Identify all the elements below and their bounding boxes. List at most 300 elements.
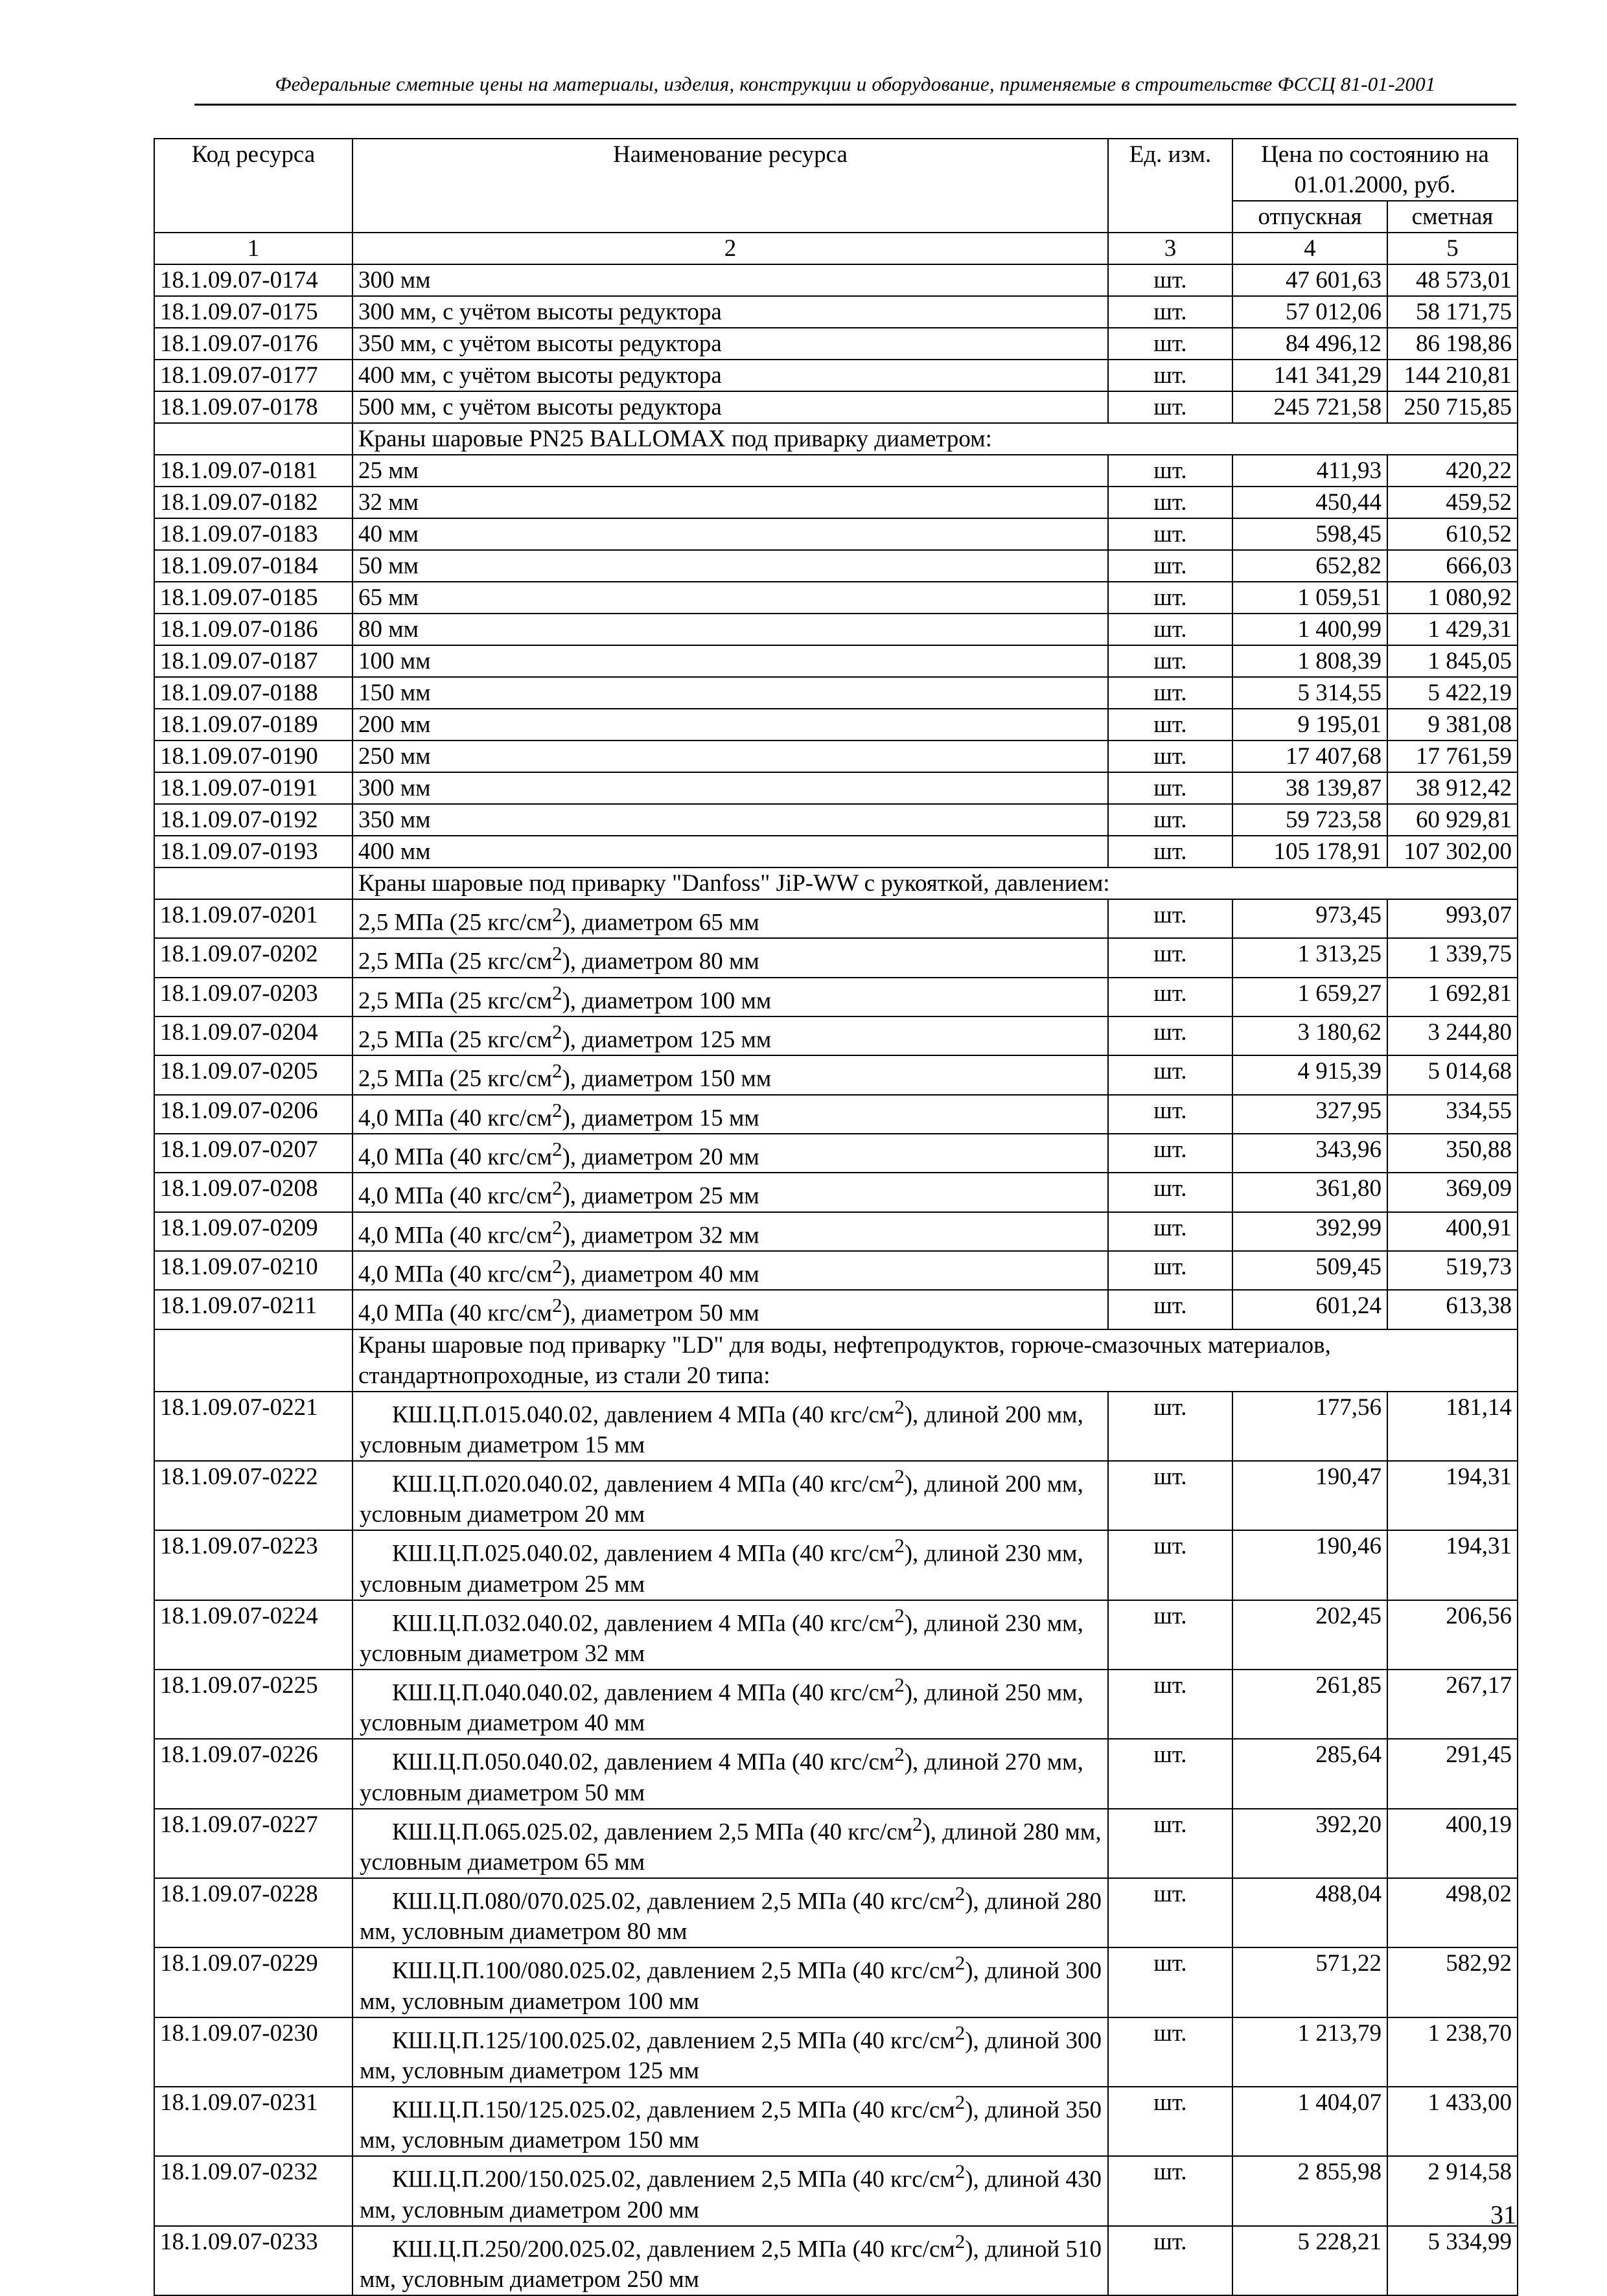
name-text: 4,0 МПа (40 кгс/см (358, 1182, 553, 1210)
estimate-price: 206,56 (1387, 1600, 1518, 1670)
name-text: КШ.Ц.П.150/125.025.02, давлением 2,5 МПа (40 кгс/см (392, 2096, 955, 2124)
table-row (154, 1600, 1518, 1670)
table-row (154, 1173, 1518, 1211)
estimate-price: 194,31 (1387, 1461, 1518, 1530)
estimate-price: 267,17 (1387, 1670, 1518, 1739)
resource-name (353, 1739, 1108, 1808)
resource-name: 50 мм (353, 550, 1108, 582)
resource-name (353, 1947, 1108, 2017)
resource-code: 18.1.09.07-0193 (154, 836, 353, 867)
resource-name (353, 1251, 1108, 1290)
estimate-price: 38 912,42 (1387, 772, 1518, 804)
name-superscript: 2 (552, 1294, 562, 1317)
estimate-price: 1 339,75 (1387, 938, 1518, 977)
name-text: 4,0 МПа (40 кгс/см (358, 1104, 553, 1131)
unit-of-measure: шт. (1108, 2087, 1232, 2156)
name-text: ), длиной 510 мм, условным диаметром 250 мм (360, 2235, 1102, 2293)
resource-code: 18.1.09.07-0176 (154, 328, 353, 360)
resource-code: 18.1.09.07-0233 (154, 2226, 353, 2295)
header-code: Код ресурса (154, 139, 353, 233)
estimate-price: 48 573,01 (1387, 264, 1518, 296)
name-text: КШ.Ц.П.125/100.025.02, давлением 2,5 МПа (40 кгс/см (392, 2026, 955, 2054)
estimate-price: 60 929,81 (1387, 804, 1518, 836)
name-text: ), длиной 250 мм, условным диаметром 40 мм (360, 1679, 1083, 1737)
name-text: ), длиной 280 мм, условным диаметром 65 мм (360, 1818, 1102, 1876)
name-text: КШ.Ц.П.050.040.02, давлением 4 МПа (40 кгс/см (392, 1749, 895, 1776)
resource-code: 18.1.09.07-0208 (154, 1173, 353, 1211)
resource-name (353, 2226, 1108, 2295)
name-text: ), длиной 300 мм, условным диаметром 125 мм (360, 2026, 1102, 2084)
price-table (154, 138, 1518, 2296)
unit-of-measure: шт. (1108, 1878, 1232, 1947)
name-superscript: 2 (552, 1060, 562, 1083)
release-price: 245 721,58 (1232, 391, 1387, 423)
resource-code: 18.1.09.07-0182 (154, 487, 353, 518)
name-text: ), длиной 270 мм, условным диаметром 50 мм (360, 1749, 1083, 1806)
release-price: 285,64 (1232, 1739, 1387, 1808)
name-text: КШ.Ц.П.080/070.025.02, давлением 2,5 МПа (40 кгс/см (392, 1888, 955, 1915)
name-text: 2,5 МПа (25 кгс/см (358, 948, 553, 975)
unit-of-measure: шт. (1108, 1739, 1232, 1808)
resource-code: 18.1.09.07-0222 (154, 1461, 353, 1530)
resource-code: 18.1.09.07-0204 (154, 1016, 353, 1055)
resource-code: 18.1.09.07-0183 (154, 518, 353, 550)
name-text: КШ.Ц.П.025.040.02, давлением 4 МПа (40 кгс/см (392, 1540, 895, 1567)
unit-of-measure: шт. (1108, 1461, 1232, 1530)
unit-of-measure: шт. (1108, 1251, 1232, 1290)
name-text: КШ.Ц.П.040.040.02, давлением 4 МПа (40 кгс/см (392, 1679, 895, 1706)
resource-code: 18.1.09.07-0202 (154, 938, 353, 977)
name-superscript: 2 (912, 1813, 923, 1835)
resource-code: 18.1.09.07-0223 (154, 1530, 353, 1600)
unit-of-measure: шт. (1108, 2226, 1232, 2295)
name-text: ), длиной 230 мм, условным диаметром 25 мм (360, 1540, 1083, 1598)
name-superscript: 2 (552, 1216, 562, 1239)
header-name: Наименование ресурса (353, 139, 1108, 233)
unit-of-measure: шт. (1108, 1530, 1232, 1600)
name-superscript: 2 (894, 1395, 905, 1418)
release-price: 84 496,12 (1232, 328, 1387, 360)
estimate-price: 5 334,99 (1387, 2226, 1518, 2295)
unit-of-measure: шт. (1108, 391, 1232, 423)
table-row (154, 772, 1518, 804)
unit-of-measure: шт. (1108, 264, 1232, 296)
name-superscript: 2 (552, 943, 562, 965)
resource-name (353, 1600, 1108, 1670)
group-title: Краны шаровые PN25 BALLOMAX под приварку диаметром: (353, 423, 1518, 455)
resource-name: 40 мм (353, 518, 1108, 550)
release-price: 202,45 (1232, 1600, 1387, 1670)
resource-name: 400 мм (353, 836, 1108, 867)
name-superscript: 2 (894, 1743, 905, 1766)
estimate-price: 582,92 (1387, 1947, 1518, 2017)
resource-code: 18.1.09.07-0207 (154, 1134, 353, 1173)
table-row (154, 391, 1518, 423)
release-price: 141 341,29 (1232, 360, 1387, 391)
name-text: 4,0 МПа (40 кгс/см (358, 1261, 553, 1288)
resource-name: 400 мм, с учётом высоты редуктора (353, 360, 1108, 391)
resource-name: 300 мм (353, 264, 1108, 296)
resource-name (353, 1878, 1108, 1947)
resource-name: 65 мм (353, 582, 1108, 614)
unit-of-measure: шт. (1108, 772, 1232, 804)
release-price: 598,45 (1232, 518, 1387, 550)
name-superscript: 2 (552, 1020, 562, 1043)
name-text: 2,5 МПа (25 кгс/см (358, 1026, 553, 1053)
table-row (154, 709, 1518, 740)
table-row (154, 296, 1518, 328)
resource-name: 300 мм (353, 772, 1108, 804)
resource-code: 18.1.09.07-0210 (154, 1251, 353, 1290)
resource-name (353, 1392, 1108, 1461)
table-row (154, 1670, 1518, 1739)
name-superscript: 2 (954, 1952, 965, 1975)
name-text: ), диаметром 65 мм (562, 909, 759, 936)
release-price: 3 180,62 (1232, 1016, 1387, 1055)
estimate-price: 350,88 (1387, 1134, 1518, 1173)
unit-of-measure: шт. (1108, 677, 1232, 709)
table-row (154, 1392, 1518, 1461)
release-price: 47 601,63 (1232, 264, 1387, 296)
estimate-price: 334,55 (1387, 1095, 1518, 1134)
table-row (154, 518, 1518, 550)
resource-code: 18.1.09.07-0191 (154, 772, 353, 804)
table-row (154, 550, 1518, 582)
resource-code: 18.1.09.07-0205 (154, 1055, 353, 1094)
table-row (154, 1461, 1518, 1530)
resource-name (353, 1461, 1108, 1530)
resource-code: 18.1.09.07-0228 (154, 1878, 353, 1947)
resource-name (353, 1212, 1108, 1251)
table-row (154, 1016, 1518, 1055)
release-price: 190,47 (1232, 1461, 1387, 1530)
name-text: КШ.Ц.П.032.040.02, давлением 4 МПа (40 кгс/см (392, 1609, 895, 1636)
column-number: 2 (353, 233, 1108, 264)
estimate-price: 194,31 (1387, 1530, 1518, 1600)
table-row (154, 677, 1518, 709)
release-price: 343,96 (1232, 1134, 1387, 1173)
release-price: 450,44 (1232, 487, 1387, 518)
table-row (154, 1055, 1518, 1094)
estimate-price: 3 244,80 (1387, 1016, 1518, 1055)
unit-of-measure: шт. (1108, 614, 1232, 645)
name-superscript: 2 (552, 1255, 562, 1278)
estimate-price: 1 433,00 (1387, 2087, 1518, 2156)
estimate-price: 613,38 (1387, 1290, 1518, 1329)
estimate-price: 17 761,59 (1387, 740, 1518, 772)
table-row (154, 1809, 1518, 1878)
name-text: ), диаметром 125 мм (562, 1026, 772, 1053)
resource-name (353, 1530, 1108, 1600)
table-row (154, 2017, 1518, 2087)
resource-code: 18.1.09.07-0178 (154, 391, 353, 423)
estimate-price: 420,22 (1387, 455, 1518, 487)
table-row (154, 2156, 1518, 2225)
group-row (154, 423, 1518, 455)
name-text: 2,5 МПа (25 кгс/см (358, 1065, 553, 1092)
estimate-price: 1 080,92 (1387, 582, 1518, 614)
empty-cell (154, 1329, 353, 1392)
release-price: 1 059,51 (1232, 582, 1387, 614)
resource-name (353, 2017, 1108, 2087)
release-price: 1 213,79 (1232, 2017, 1387, 2087)
resource-code: 18.1.09.07-0184 (154, 550, 353, 582)
estimate-price: 58 171,75 (1387, 296, 1518, 328)
resource-name (353, 1095, 1108, 1134)
table-row (154, 978, 1518, 1016)
estimate-price: 181,14 (1387, 1392, 1518, 1461)
name-text: ), диаметром 150 мм (562, 1065, 772, 1092)
table-row (154, 582, 1518, 614)
estimate-price: 610,52 (1387, 518, 1518, 550)
resource-code: 18.1.09.07-0175 (154, 296, 353, 328)
table-row (154, 1530, 1518, 1600)
estimate-price: 400,19 (1387, 1809, 1518, 1878)
name-text: КШ.Ц.П.020.040.02, давлением 4 МПа (40 кгс/см (392, 1471, 895, 1498)
table-row (154, 455, 1518, 487)
estimate-price: 5 422,19 (1387, 677, 1518, 709)
resource-code: 18.1.09.07-0229 (154, 1947, 353, 2017)
name-text: ), диаметром 50 мм (562, 1300, 759, 1327)
name-superscript: 2 (894, 1465, 905, 1487)
estimate-price: 519,73 (1387, 1251, 1518, 1290)
name-superscript: 2 (954, 2230, 965, 2253)
unit-of-measure: шт. (1108, 1600, 1232, 1670)
resource-name: 32 мм (353, 487, 1108, 518)
name-text: КШ.Ц.П.100/080.025.02, давлением 2,5 МПа (40 кгс/см (392, 1957, 955, 1984)
release-price: 59 723,58 (1232, 804, 1387, 836)
table-row (154, 1947, 1518, 2017)
price-table-body (154, 139, 1518, 2295)
unit-of-measure: шт. (1108, 550, 1232, 582)
unit-of-measure: шт. (1108, 1016, 1232, 1055)
resource-code: 18.1.09.07-0177 (154, 360, 353, 391)
name-text: ), диаметром 20 мм (562, 1143, 759, 1171)
empty-cell (154, 867, 353, 899)
resource-name: 200 мм (353, 709, 1108, 740)
resource-name: 350 мм (353, 804, 1108, 836)
empty-cell (154, 423, 353, 455)
table-row (154, 899, 1518, 938)
unit-of-measure: шт. (1108, 1055, 1232, 1094)
table-row (154, 614, 1518, 645)
resource-code: 18.1.09.07-0192 (154, 804, 353, 836)
resource-name (353, 978, 1108, 1016)
resource-name: 150 мм (353, 677, 1108, 709)
resource-code: 18.1.09.07-0230 (154, 2017, 353, 2087)
resource-name (353, 938, 1108, 977)
resource-name: 300 мм, с учётом высоты редуктора (353, 296, 1108, 328)
table-row (154, 938, 1518, 977)
estimate-price: 9 381,08 (1387, 709, 1518, 740)
release-price: 1 313,25 (1232, 938, 1387, 977)
resource-name: 250 мм (353, 740, 1108, 772)
resource-code: 18.1.09.07-0227 (154, 1809, 353, 1878)
table-row (154, 836, 1518, 867)
name-superscript: 2 (552, 1099, 562, 1121)
table-row (154, 1739, 1518, 1808)
resource-code: 18.1.09.07-0206 (154, 1095, 353, 1134)
unit-of-measure: шт. (1108, 938, 1232, 977)
release-price: 411,93 (1232, 455, 1387, 487)
unit-of-measure: шт. (1108, 836, 1232, 867)
release-price: 2 855,98 (1232, 2156, 1387, 2225)
estimate-price: 1 692,81 (1387, 978, 1518, 1016)
unit-of-measure: шт. (1108, 1095, 1232, 1134)
resource-code: 18.1.09.07-0209 (154, 1212, 353, 1251)
release-price: 392,99 (1232, 1212, 1387, 1251)
unit-of-measure: шт. (1108, 740, 1232, 772)
table-row (154, 360, 1518, 391)
resource-name (353, 2087, 1108, 2156)
release-price: 105 178,91 (1232, 836, 1387, 867)
resource-code: 18.1.09.07-0211 (154, 1290, 353, 1329)
name-superscript: 2 (552, 1177, 562, 1200)
group-row (154, 867, 1518, 899)
name-text: КШ.Ц.П.200/150.025.02, давлением 2,5 МПа (40 кгс/см (392, 2166, 955, 2193)
column-number: 4 (1232, 233, 1387, 264)
resource-name: 80 мм (353, 614, 1108, 645)
release-price: 601,24 (1232, 1290, 1387, 1329)
release-price: 5 228,21 (1232, 2226, 1387, 2295)
unit-of-measure: шт. (1108, 899, 1232, 938)
resource-code: 18.1.09.07-0174 (154, 264, 353, 296)
name-superscript: 2 (954, 2161, 965, 2183)
release-price: 57 012,06 (1232, 296, 1387, 328)
estimate-price: 1 845,05 (1387, 645, 1518, 677)
unit-of-measure: шт. (1108, 1290, 1232, 1329)
resource-code: 18.1.09.07-0187 (154, 645, 353, 677)
group-row (154, 1329, 1518, 1392)
resource-name (353, 1134, 1108, 1173)
name-superscript: 2 (954, 2091, 965, 2113)
release-price: 5 314,55 (1232, 677, 1387, 709)
unit-of-measure: шт. (1108, 645, 1232, 677)
name-text: ), длиной 200 мм, условным диаметром 15 мм (360, 1401, 1083, 1458)
name-text: ), длиной 200 мм, условным диаметром 20 мм (360, 1471, 1083, 1528)
name-superscript: 2 (552, 1138, 562, 1160)
resource-name: 25 мм (353, 455, 1108, 487)
column-number: 1 (154, 233, 353, 264)
resource-name (353, 1290, 1108, 1329)
name-text: ), диаметром 100 мм (562, 987, 772, 1014)
estimate-price: 459,52 (1387, 487, 1518, 518)
name-superscript: 2 (552, 982, 562, 1004)
estimate-price: 369,09 (1387, 1173, 1518, 1211)
resource-code: 18.1.09.07-0221 (154, 1392, 353, 1461)
name-text: ), длиной 350 мм, условным диаметром 150 мм (360, 2096, 1102, 2154)
name-superscript: 2 (552, 904, 562, 926)
resource-name (353, 899, 1108, 938)
resource-name: 100 мм (353, 645, 1108, 677)
table-row (154, 1290, 1518, 1329)
estimate-price: 250 715,85 (1387, 391, 1518, 423)
name-text: ), длиной 300 мм, условным диаметром 100 мм (360, 1957, 1102, 2015)
name-superscript: 2 (894, 1604, 905, 1627)
table-row (154, 740, 1518, 772)
table-row (154, 1212, 1518, 1251)
release-price: 4 915,39 (1232, 1055, 1387, 1094)
name-text: ), диаметром 15 мм (562, 1104, 759, 1131)
unit-of-measure: шт. (1108, 360, 1232, 391)
resource-code: 18.1.09.07-0190 (154, 740, 353, 772)
table-row (154, 2226, 1518, 2295)
release-price: 17 407,68 (1232, 740, 1387, 772)
resource-code: 18.1.09.07-0181 (154, 455, 353, 487)
group-title: Краны шаровые под приварку "Danfoss" JiP-WW с рукояткой, давлением: (353, 867, 1518, 899)
resource-code: 18.1.09.07-0201 (154, 899, 353, 938)
name-text: ), диаметром 40 мм (562, 1261, 759, 1288)
unit-of-measure: шт. (1108, 1392, 1232, 1461)
name-text: КШ.Ц.П.015.040.02, давлением 4 МПа (40 кгс/см (392, 1401, 895, 1428)
resource-code: 18.1.09.07-0185 (154, 582, 353, 614)
table-row (154, 2087, 1518, 2156)
table-row (154, 1134, 1518, 1173)
name-superscript: 2 (894, 1535, 905, 1557)
resource-name (353, 1809, 1108, 1878)
unit-of-measure: шт. (1108, 1809, 1232, 1878)
resource-code: 18.1.09.07-0186 (154, 614, 353, 645)
table-row (154, 328, 1518, 360)
unit-of-measure: шт. (1108, 582, 1232, 614)
unit-of-measure: шт. (1108, 296, 1232, 328)
unit-of-measure: шт. (1108, 455, 1232, 487)
estimate-price: 498,02 (1387, 1878, 1518, 1947)
release-price: 327,95 (1232, 1095, 1387, 1134)
unit-of-measure: шт. (1108, 1173, 1232, 1211)
unit-of-measure: шт. (1108, 1134, 1232, 1173)
release-price: 1 808,39 (1232, 645, 1387, 677)
estimate-price: 107 302,00 (1387, 836, 1518, 867)
unit-of-measure: шт. (1108, 1670, 1232, 1739)
resource-code: 18.1.09.07-0232 (154, 2156, 353, 2225)
release-price: 1 404,07 (1232, 2087, 1387, 2156)
header-price-group: Цена по состоянию на 01.01.2000, руб. (1232, 139, 1518, 201)
estimate-price: 400,91 (1387, 1212, 1518, 1251)
estimate-price: 2 914,58 (1387, 2156, 1518, 2225)
resource-code: 18.1.09.07-0188 (154, 677, 353, 709)
estimate-price: 291,45 (1387, 1739, 1518, 1808)
table-row (154, 487, 1518, 518)
release-price: 9 195,01 (1232, 709, 1387, 740)
release-price: 392,20 (1232, 1809, 1387, 1878)
header-estimate: сметная (1387, 201, 1518, 233)
resource-name (353, 1173, 1108, 1211)
resource-code: 18.1.09.07-0226 (154, 1739, 353, 1808)
release-price: 488,04 (1232, 1878, 1387, 1947)
release-price: 38 139,87 (1232, 772, 1387, 804)
name-text: ), длиной 280 мм, условным диаметром 80 мм (360, 1888, 1102, 1946)
estimate-price: 86 198,86 (1387, 328, 1518, 360)
name-text: 2,5 МПа (25 кгс/см (358, 909, 553, 936)
table-row (154, 1095, 1518, 1134)
name-superscript: 2 (954, 1882, 965, 1905)
name-superscript: 2 (954, 2021, 965, 2044)
estimate-price: 666,03 (1387, 550, 1518, 582)
release-price: 1 659,27 (1232, 978, 1387, 1016)
unit-of-measure: шт. (1108, 804, 1232, 836)
name-text: ), диаметром 25 мм (562, 1182, 759, 1210)
table-row (154, 264, 1518, 296)
estimate-price: 5 014,68 (1387, 1055, 1518, 1094)
name-text: 4,0 МПа (40 кгс/см (358, 1221, 553, 1248)
header-release: отпускная (1232, 201, 1387, 233)
release-price: 1 400,99 (1232, 614, 1387, 645)
resource-code: 18.1.09.07-0231 (154, 2087, 353, 2156)
unit-of-measure: шт. (1108, 1947, 1232, 2017)
resource-name (353, 1670, 1108, 1739)
release-price: 190,46 (1232, 1530, 1387, 1600)
